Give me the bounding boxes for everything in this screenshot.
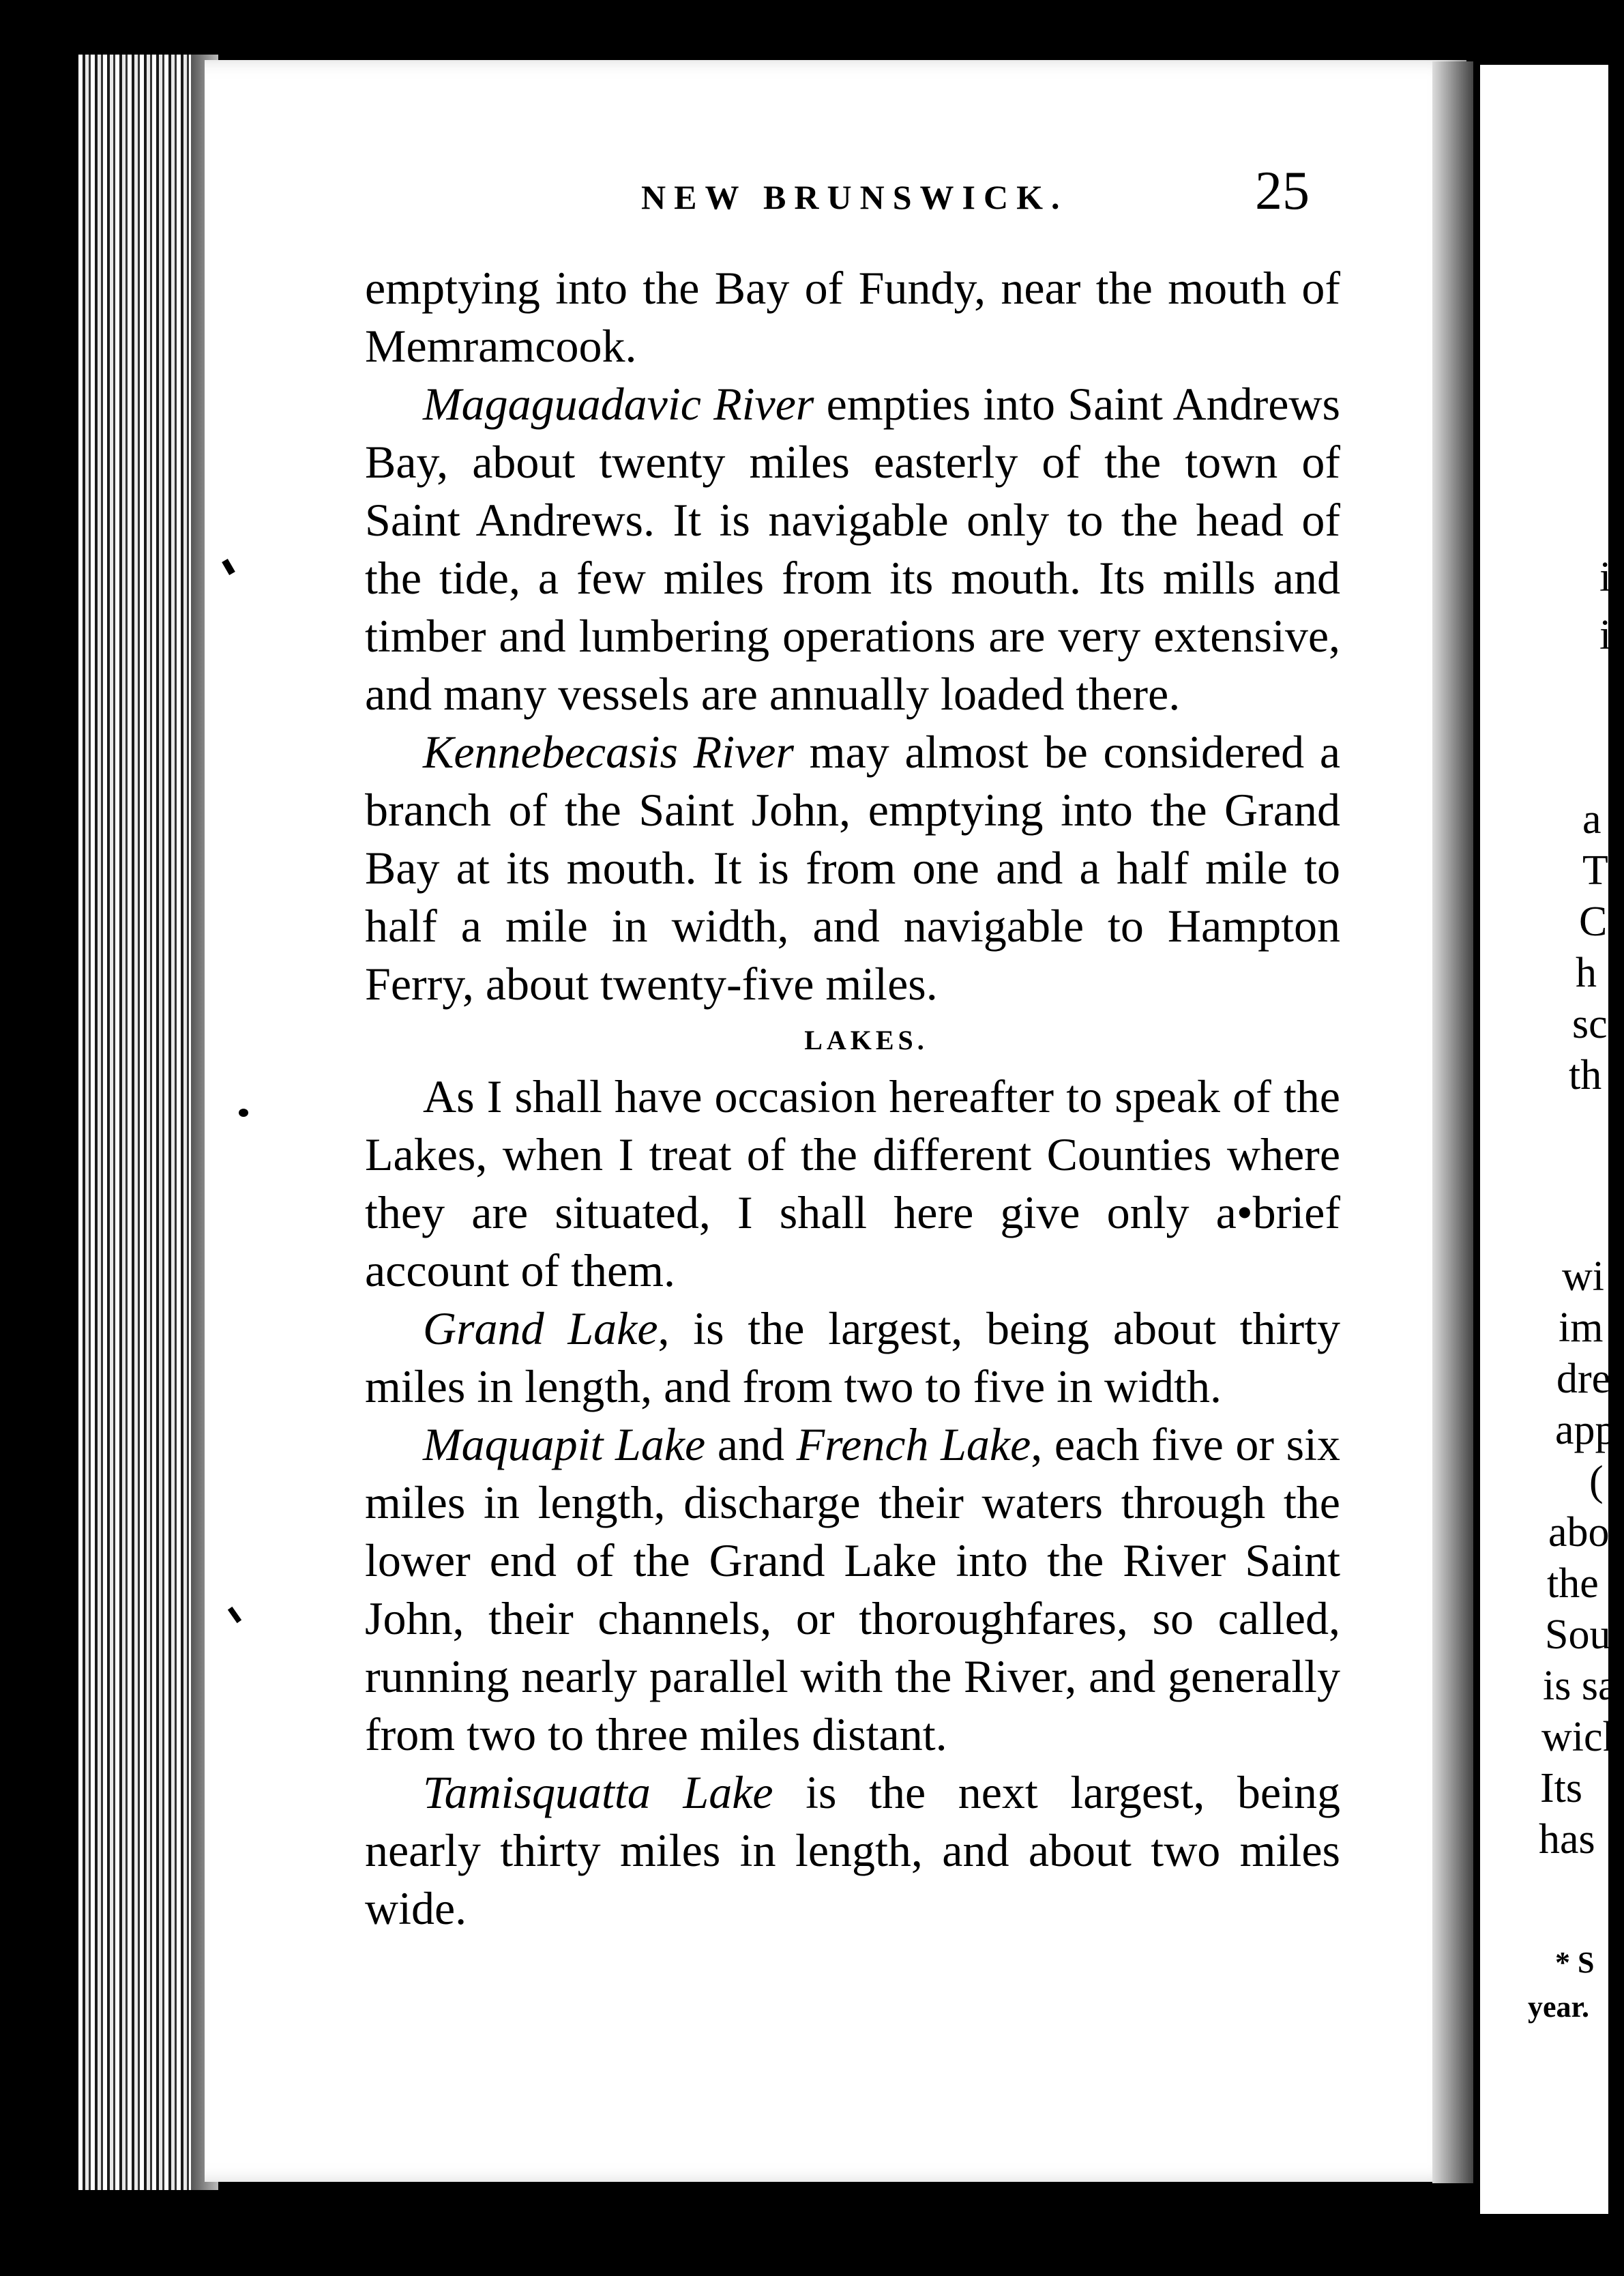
peek-footnote: * S (1555, 1946, 1595, 1979)
body-text (365, 259, 1340, 1938)
paragraph (365, 723, 1340, 1013)
peek-line: has (1539, 1816, 1595, 1863)
peek-line: im (1559, 1304, 1604, 1351)
peek-line: wi (1562, 1253, 1604, 1300)
peek-line: Its (1540, 1765, 1582, 1811)
paragraph (365, 1764, 1340, 1938)
paragraph-text: , is the largest, being about thirty miles in length, and from two to five in width. (365, 1302, 1340, 1412)
river-name: Magaguadavic River (423, 378, 814, 430)
peek-line: h (1576, 950, 1597, 996)
peek-line: a (1582, 796, 1601, 843)
lake-name: Grand Lake (423, 1302, 658, 1354)
paragraph-text: may almost be considered a branch of the Saint John, emptying into the Grand Bay at its mouth. It is from one and a half mile to half a mile in width, and navigable to Hampton Ferry, about twenty-five miles. (365, 726, 1341, 1010)
paragraph-text: and (705, 1418, 797, 1470)
running-header: NEW BRUNSWICK. (641, 178, 1068, 216)
river-name: Kennebecasis River (423, 726, 794, 778)
peek-line: dre (1556, 1356, 1611, 1402)
paragraph (365, 1416, 1340, 1764)
paragraph (365, 1300, 1340, 1416)
peek-line: ( (1589, 1458, 1604, 1504)
peek-line: i (1599, 554, 1612, 600)
lake-name: Tamisquatta Lake (423, 1766, 773, 1818)
lake-name: French Lake (796, 1418, 1031, 1470)
paragraph-text: empties into Saint Andrews Bay, about twenty miles easterly of the town of Saint Andrews. It is navigable only to the head of the tide, a few miles from its mouth. Its mills and timber and lumbering operations are very extensive, and many vessels are annually loaded there. (365, 378, 1340, 720)
gutter-shadow (1432, 61, 1473, 2183)
peek-line: the (1547, 1560, 1599, 1607)
paragraph: emptying into the Bay of Fundy, near the mouth of Memramcook. (365, 262, 1340, 372)
paragraph-text: is the next largest, being nearly thirty miles in length, and about two miles wide. (365, 1766, 1340, 1934)
peek-line: i (1599, 612, 1612, 658)
next-page-fragment (1480, 65, 1624, 2214)
paragraph-text: , each five or six miles in length, discharge their waters through the lower end of the Grand Lake into the River Saint John, their channels, or thoroughfares, so called, running nearly parallel with the River, and generally from two to three miles distant. (365, 1418, 1340, 1760)
section-heading: LAKES. (804, 1025, 928, 1055)
peek-line: abo (1548, 1509, 1610, 1556)
page-number: 25 (1255, 161, 1310, 221)
peek-line: T (1582, 847, 1608, 894)
paragraph: As I shall have occasion hereafter to speak of the Lakes, when I treat of the different Counties where they are situated, I shall here give only a•brief account of them. (365, 1070, 1340, 1296)
peek-line: th (1569, 1052, 1602, 1098)
scan-speck (239, 1109, 248, 1117)
peek-line: sc (1572, 1001, 1608, 1047)
peek-footnote: year. (1528, 1990, 1590, 2024)
peek-line: is sa (1543, 1663, 1617, 1709)
paragraph (365, 375, 1340, 723)
lake-name: Maquapit Lake (423, 1418, 706, 1470)
peek-line: C (1579, 899, 1608, 945)
peek-line: Sou (1545, 1611, 1611, 1658)
peek-line: wick (1541, 1714, 1624, 1760)
peek-line: app (1555, 1407, 1616, 1453)
